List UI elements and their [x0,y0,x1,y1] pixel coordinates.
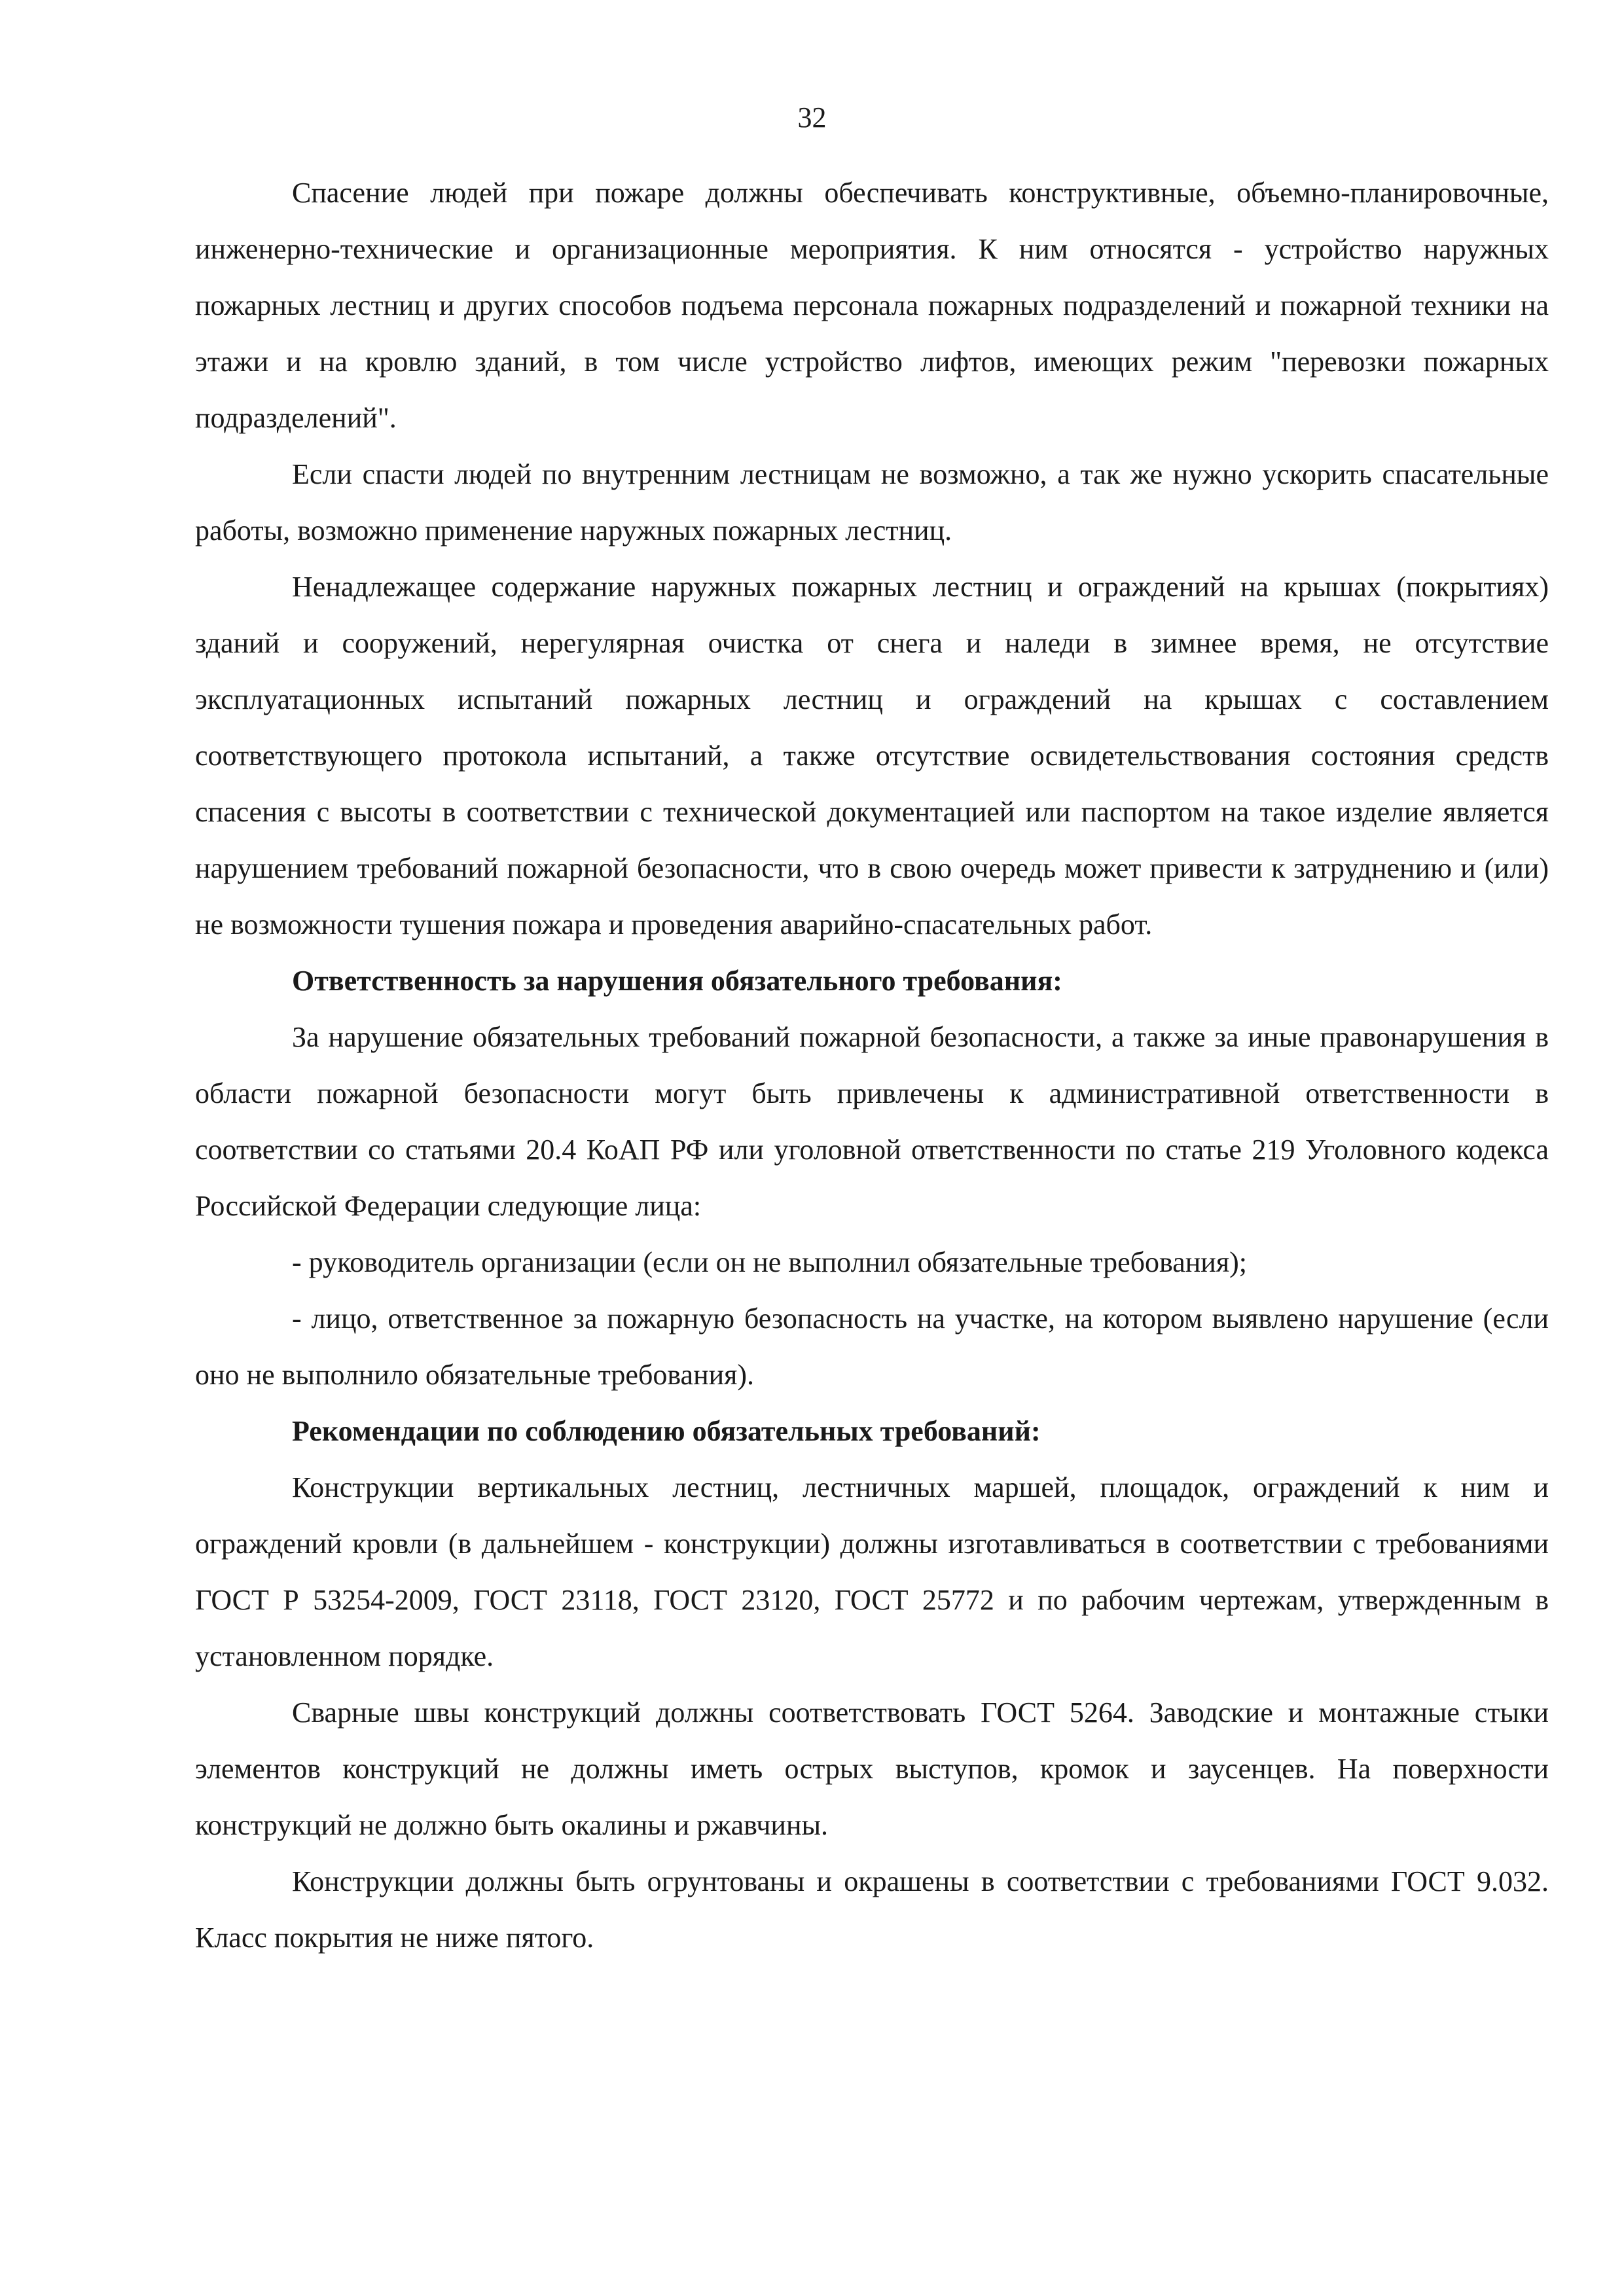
paragraph-welds: Сварные швы конструкций должны соответствовать ГОСТ 5264. Заводские и монтажные стыки элементов конструкций не должны иметь острых выступов, кромок и заусенцев. На поверхности конструкций не должно быть окалины и ржавчины. [195,1696,1549,1841]
paragraph-liability: За нарушение обязательных требований пожарной безопасности, а также за иные правонарушения в области пожарной безопасности могут быть привлечены к административной ответственности в соответствии со статьями 20.4 КоАП РФ или уголовной ответственности по статье 219 Уголовного кодекса Российской Федерации следующие лица: [195,1021,1549,1222]
heading-recommendations: Рекомендации по соблюдению обязательных требований: [292,1415,1041,1447]
paragraph-improper-maintenance: Ненадлежащее содержание наружных пожарных лестниц и ограждений на крышах (покрытиях) зданий и сооружений, нерегулярная очистка от снега и наледи в зимнее время, не отсутствие эксплуатационных испытаний пожарных лестниц и ограждений на крышах с составлением соответствующего протокола испытаний, а также отсутствие освидетельствования состояния средств спасения с высоты в соответствии с технической документацией или паспортом на такое изделие является нарушением требований пожарной безопасности, что в свою очередь может привести к затруднению и (или) не возможности тушения пожара и проведения аварийно-спасательных работ. [195,571,1549,941]
paragraph-coating: Конструкции должны быть огрунтованы и окрашены в соответствии с требованиями ГОСТ 9.032. Класс покрытия не ниже пятого. [195,1865,1549,1954]
paragraph-rescue-measures: Спасение людей при пожаре должны обеспечивать конструктивные, объемно-планировочные, инженерно-технические и организационные мероприятия. К ним относятся - устройство наружных пожарных лестниц и других способов подъема персонала пожарных подразделений и пожарной техники на этажи и на кровлю зданий, в том числе устройство лифтов, имеющих режим "перевозки пожарных подразделений". [195,177,1549,434]
paragraph-construction-standards: Конструкции вертикальных лестниц, лестничных маршей, площадок, ограждений к ним и ограждений кровли (в дальнейшем - конструкции) должны изготавливаться в соответствии с требованиями ГОСТ Р 53254-2009, ГОСТ 23118, ГОСТ 23120, ГОСТ 25772 и по рабочим чертежам, утвержденным в установленном порядке. [195,1471,1549,1672]
page-number: 32 [797,101,827,134]
document-body [195,165,1549,1966]
paragraph-external-ladders: Если спасти людей по внутренним лестницам не возможно, а так же нужно ускорить спасательные работы, возможно применение наружных пожарных лестниц. [195,458,1549,547]
heading-responsibility: Ответственность за нарушения обязательного требования: [292,965,1062,997]
list-item-responsible-person: - лицо, ответственное за пожарную безопасность на участке, на котором выявлено нарушение (если оно не выполнило обязательные требования). [195,1302,1549,1391]
list-item-organization-head: - руководитель организации (если он не выполнил обязательные требования); [292,1246,1247,1278]
